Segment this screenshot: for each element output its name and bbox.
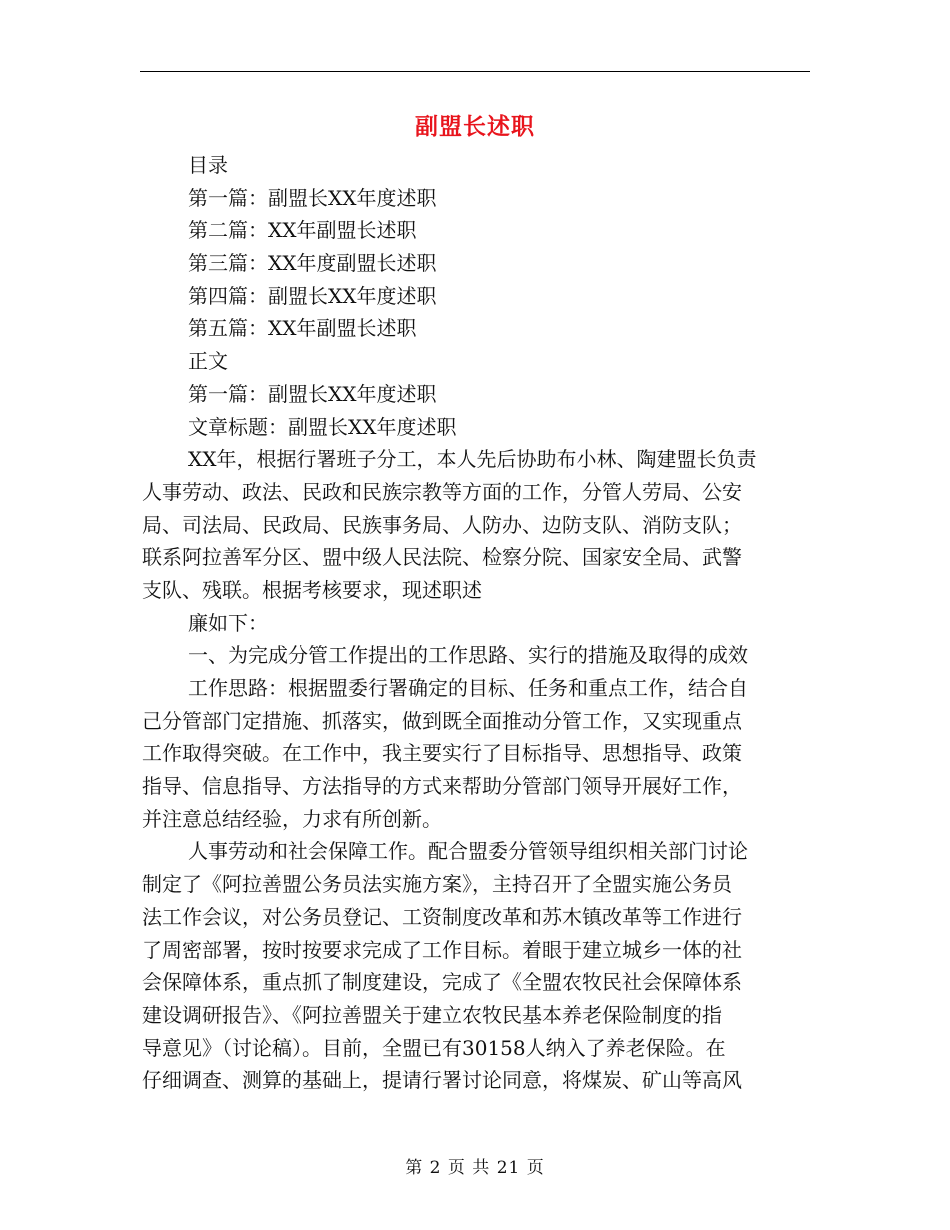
text-line: 制定了《阿拉善盟公务员法实施方案》，主持召开了全盟实施公务员 [142,872,732,897]
text-line: 第二篇：XX年副盟长述职 [188,218,417,243]
text-line: 第三篇：XX年度副盟长述职 [188,251,437,276]
document-title: 副盟长述职 [415,113,535,140]
document-body [142,149,798,1097]
text-line: 工作取得突破。在工作中，我主要实行了目标指导、思想指导、政策 [142,741,742,766]
text-line: 人事劳动、政法、民政和民族宗教等方面的工作，分管人劳局、公安 [142,479,742,504]
text-line: 人事劳动和社会保障工作。配合盟委分管领导组织相关部门讨论 [188,839,748,864]
text-line: 建设调研报告》、《阿拉善盟关于建立农牧民基本养老保险制度的指 [142,1002,722,1027]
text-line: XX年，根据行署班子分工，本人先后协助布小林、陶建盟长负责 [188,447,757,472]
text-line: 仔细调查、测算的基础上，提请行署讨论同意，将煤炭、矿山等高风 [142,1068,742,1093]
text-line: 指导、信息指导、方法指导的方式来帮助分管部门领导开展好工作， [142,774,742,799]
text-line: 第一篇：副盟长XX年度述职 [188,381,437,406]
text-line: 联系阿拉善军分区、盟中级人民法院、检察分院、国家安全局、武警 [142,545,742,570]
text-line: 正文 [188,349,228,374]
text-line: 目录 [188,153,228,177]
text-line: 一、为完成分管工作提出的工作思路、实行的措施及取得的成效 [188,643,748,668]
text-line: 了周密部署，按时按要求完成了工作目标。着眼于建立城乡一体的社 [142,937,742,962]
text-line: 局、司法局、民政局、民族事务局、人防办、边防支队、消防支队； [142,512,742,537]
text-line: 会保障体系，重点抓了制度建设，完成了《全盟农牧民社会保障体系 [142,970,742,995]
text-line: 第一篇：副盟长XX年度述职 [188,185,437,210]
text-line: 第四篇：副盟长XX年度述职 [188,283,437,308]
text-line: 文章标题：副盟长XX年度述职 [188,414,457,439]
text-line: 导意见》（讨论稿）。目前，全盟已有30158人纳入了养老保险。在 [142,1035,726,1060]
page-footer: 第 2 页 共 21 页 [405,1158,545,1178]
text-line: 工作思路：根据盟委行署确定的目标、任务和重点工作，结合自 [188,676,748,700]
text-line: 法工作会议，对公务员登记、工资制度改革和苏木镇改革等工作进行 [142,904,742,929]
text-line: 支队、残联。根据考核要求，现述职述 [142,577,482,602]
text-line: 第五篇：XX年副盟长述职 [188,316,417,341]
text-line: 廉如下： [188,610,268,635]
header-rule [140,71,810,72]
text-line: 己分管部门定措施、抓落实，做到既全面推动分管工作，又实现重点 [142,708,742,733]
text-line: 并注意总结经验，力求有所创新。 [142,806,442,831]
